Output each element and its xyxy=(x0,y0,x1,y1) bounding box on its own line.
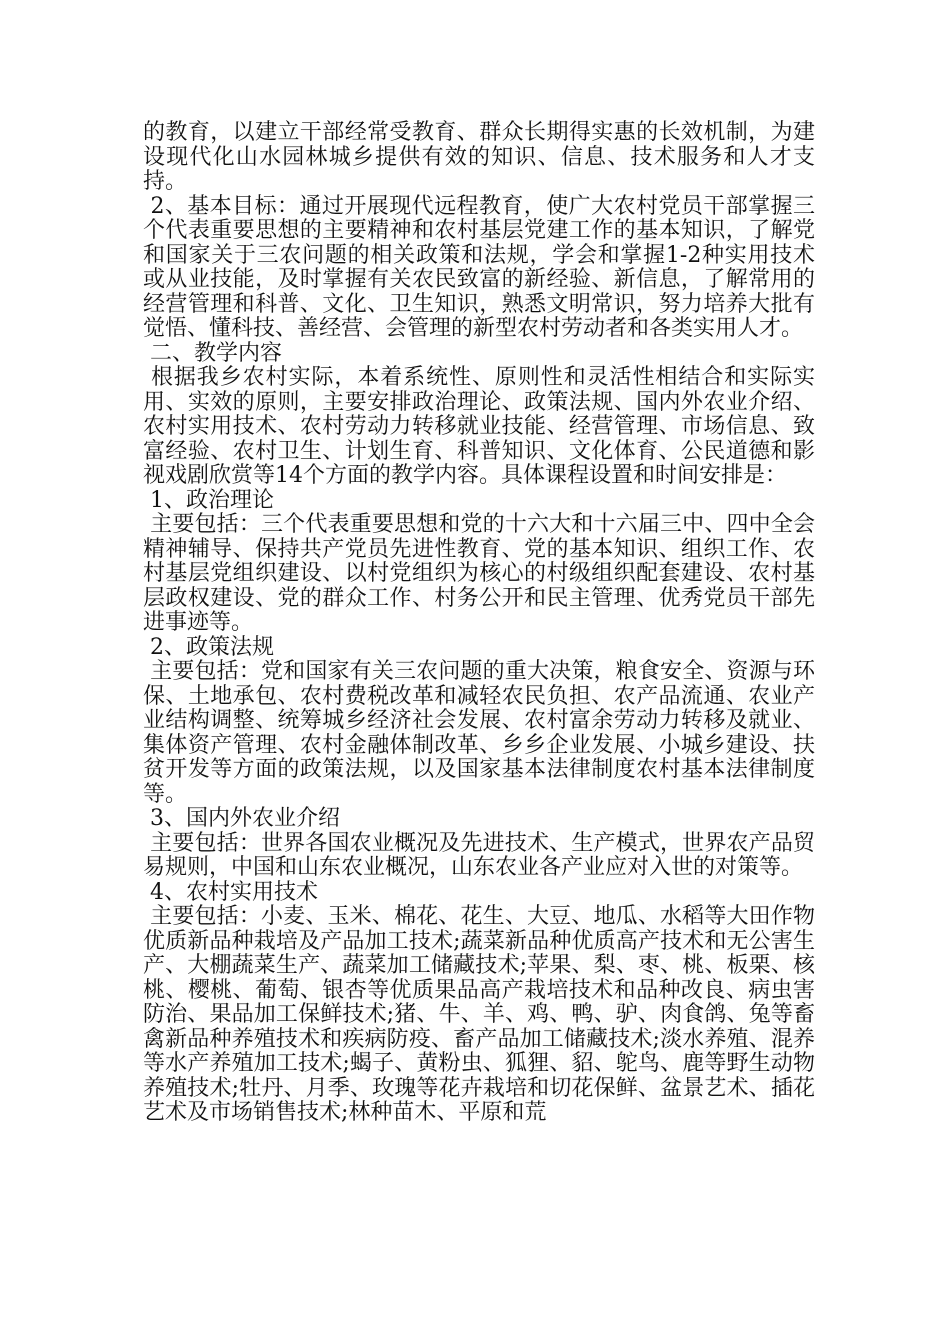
subheading-political-theory: 1、政治理论 xyxy=(143,487,274,513)
section-heading-teaching-content: 二、教学内容 xyxy=(143,340,283,366)
paragraph-intro-continuation: 的教育，以建立干部经常受教育、群众长期得实惠的长效机制，为建设现代化山水园林城乡提供有效的知识、信息、技术服务和人才支持。 xyxy=(143,120,815,194)
paragraph-practical-techniques: 主要包括：小麦、玉米、棉花、花生、大豆、地瓜、水稻等大田作物优质新品种栽培及产品加工技术;蔬菜新品种优质高产技术和无公害生产、大棚蔬菜生产、蔬菜加工储藏技术;苹果、梨、枣、桃、板栗、核桃、樱桃、葡萄、银杏等优质果品高产栽培技术和品种改良、病虫害防治、果品加工保鲜技术;猪、牛、羊、鸡、鸭、驴、肉食鸽、兔等畜禽新品种养殖技术和疾病防疫、畜产品加工储藏技术;淡水养殖、混养等水产养殖加工技术;蝎子、黄粉虫、狐狸、貂、鸵鸟、鹿等野生动物养殖技术;牡丹、月季、玫瑰等花卉栽培和切花保鲜、盆景艺术、插花艺术及市场销售技术;林种苗木、平原和荒 xyxy=(143,904,815,1125)
subheading-agriculture-intro: 3、国内外农业介绍 xyxy=(143,806,340,831)
paragraph-teaching-content: 根据我乡农村实际，本着系统性、原则性和灵活性相结合和实际实用、实效的原则，主要安排政治理论、政策法规、国内外农业介绍、农村实用技术、农村劳动力转移就业技能、经营管理、市场信息、致富经验、农村卫生、计划生育、科普知识、文化体育、公民道德和影视戏剧欣赏等14个方面的教学内容。具体课程设置和时间安排是： xyxy=(143,365,815,488)
document-body xyxy=(143,121,815,1126)
paragraph-agriculture-intro: 主要包括：世界各国农业概况及先进技术、生产模式，世界农产品贸易规则，中国和山东农业概况，山东农业各产业应对入世的对策等。 xyxy=(143,830,815,880)
paragraph-political-theory: 主要包括：三个代表重要思想和党的十六大和十六届三中、四中全会精神辅导、保持共产党员先进性教育、党的基本知识、组织工作、农村基层党组织建设、以村党组织为核心的村级组织配套建设、农村基层政权建设、党的群众工作、村务公开和民主管理、优秀党员干部先进事迹等。 xyxy=(143,512,815,635)
paragraph-basic-goal: 2、基本目标：通过开展现代远程教育，使广大农村党员干部掌握三个代表重要思想的主要精神和农村基层党建工作的基本知识，了解党和国家关于三农问题的相关政策和法规，学会和掌握1-2种实用技术或从业技能，及时掌握有关农民致富的新经验、新信息，了解常用的经营管理和科普、文化、卫生知识，熟悉文明常识，努力培养大批有觉悟、懂科技、善经营、会管理的新型农村劳动者和各类实用人才。 xyxy=(143,193,816,341)
subheading-practical-techniques: 4、农村实用技术 xyxy=(143,879,318,905)
paragraph-policy-regulations: 主要包括：党和国家有关三农问题的重大决策，粮食安全、资源与环保、土地承包、农村费税改革和减轻农民负担、农产品流通、农业产业结构调整、统筹城乡经济社会发展、农村富余劳动力转移及就业、集体资产管理、农村金融体制改革、乡乡企业发展、小城乡建设、扶贫开发等方面的政策法规，以及国家基本法律制度农村基本法律制度等。 xyxy=(143,659,815,807)
subheading-policy-regulations: 2、政策法规 xyxy=(143,634,274,660)
